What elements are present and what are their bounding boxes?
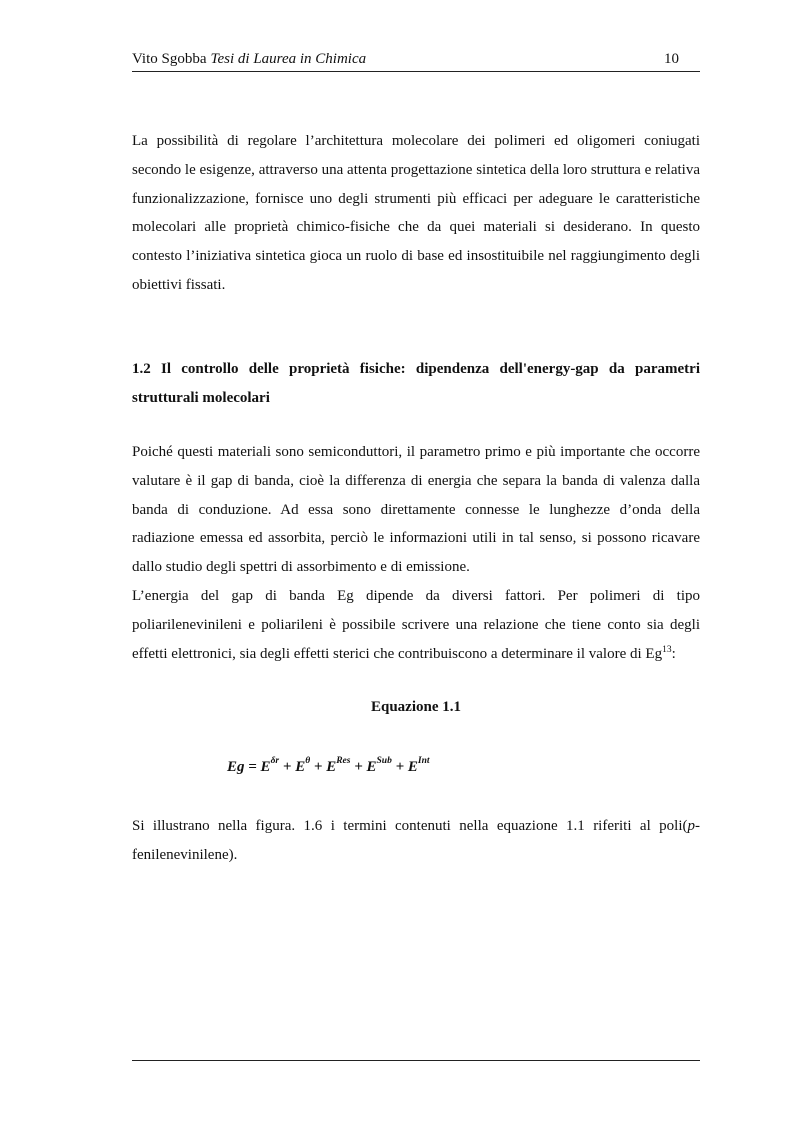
eq-term1-sup: δr — [270, 756, 280, 766]
header-author: Vito Sgobba — [132, 51, 207, 67]
eq-term3-sup: Res — [336, 756, 351, 766]
paragraph-architecture: La possibilità di regolare l’architettura molecolare dei polimeri ed oligomeri coniugati secondo le esigenze, attraverso una attenta progettazione sintetica della loro struttura e relativa funzionalizzazione, fornisce uno degli strumenti più efficaci per adeguare le caratteristiche molecolari alle proprietà chimico-fisiche che da quei materiali si desiderano. In questo contesto l’iniziativa sintetica gioca un ruolo di base ed insostituibile nel raggiungimento degli obiettivi fissati. — [132, 133, 700, 293]
paragraph-band-gap: Poiché questi materiali sono semiconduttori, il parametro primo e più importante che occorre valutare è il gap di banda, cioè la differenza di energia che separa la banda di valenza dalla banda di conduzione. Ad essa sono direttamente connesse le lunghezze d’onda della radiazione emessa ed assorbita, perciò le informazioni utili in tal senso, si possono ricavare dallo studio degli spettri di assorbimento e di emissione. — [132, 444, 700, 576]
paragraph-figure-reference-text: Si illustrano nella figura. 1.6 i termini contenuti nella equazione 1.1 riferiti al poli( — [132, 818, 688, 834]
paragraph-figure-reference-italic: p — [687, 818, 695, 834]
paragraph-figure-reference — [132, 812, 700, 870]
page-header — [132, 49, 700, 69]
eq-term2-sup: θ — [305, 756, 311, 766]
eq-plus3: + E — [350, 759, 377, 775]
paragraph-figure-reference-tail: -fenilenevinilene). — [132, 818, 700, 863]
eq-term5-sup: Int — [417, 756, 430, 766]
eq-term4-sup: Sub — [376, 756, 392, 766]
footnote-ref: 13 — [662, 644, 672, 655]
paragraph-energy-factors-text: L’energia del gap di banda Eg dipende da diversi fattori. Per polimeri di tipo poliarilenevinileni e poliarileni è possibile scrivere una relazione che tiene conto sia degli effetti elettronici, sia degli effetti sterici che contribuiscono a determinare il valore di Eg — [132, 588, 700, 662]
equation-formula — [227, 757, 430, 777]
footer-rule — [132, 1060, 700, 1061]
header-rule — [132, 71, 700, 72]
equation-label: Equazione 1.1 — [370, 699, 461, 715]
eq-plus2: + E — [310, 759, 337, 775]
header-title: Tesi di Laurea in Chimica — [210, 51, 367, 67]
eq-plus4: + E — [391, 759, 418, 775]
eq-lhs: Eg = E — [227, 759, 271, 775]
eq-plus1: + E — [279, 759, 306, 775]
paragraph-energy-factors — [132, 582, 700, 668]
section-heading: 1.2 Il controllo delle proprietà fisiche: dipendenza dell'energy-gap da parametri strutturali molecolari — [132, 361, 700, 406]
paragraph-energy-factors-tail: : — [671, 645, 676, 662]
page-number: 10 — [664, 51, 679, 67]
